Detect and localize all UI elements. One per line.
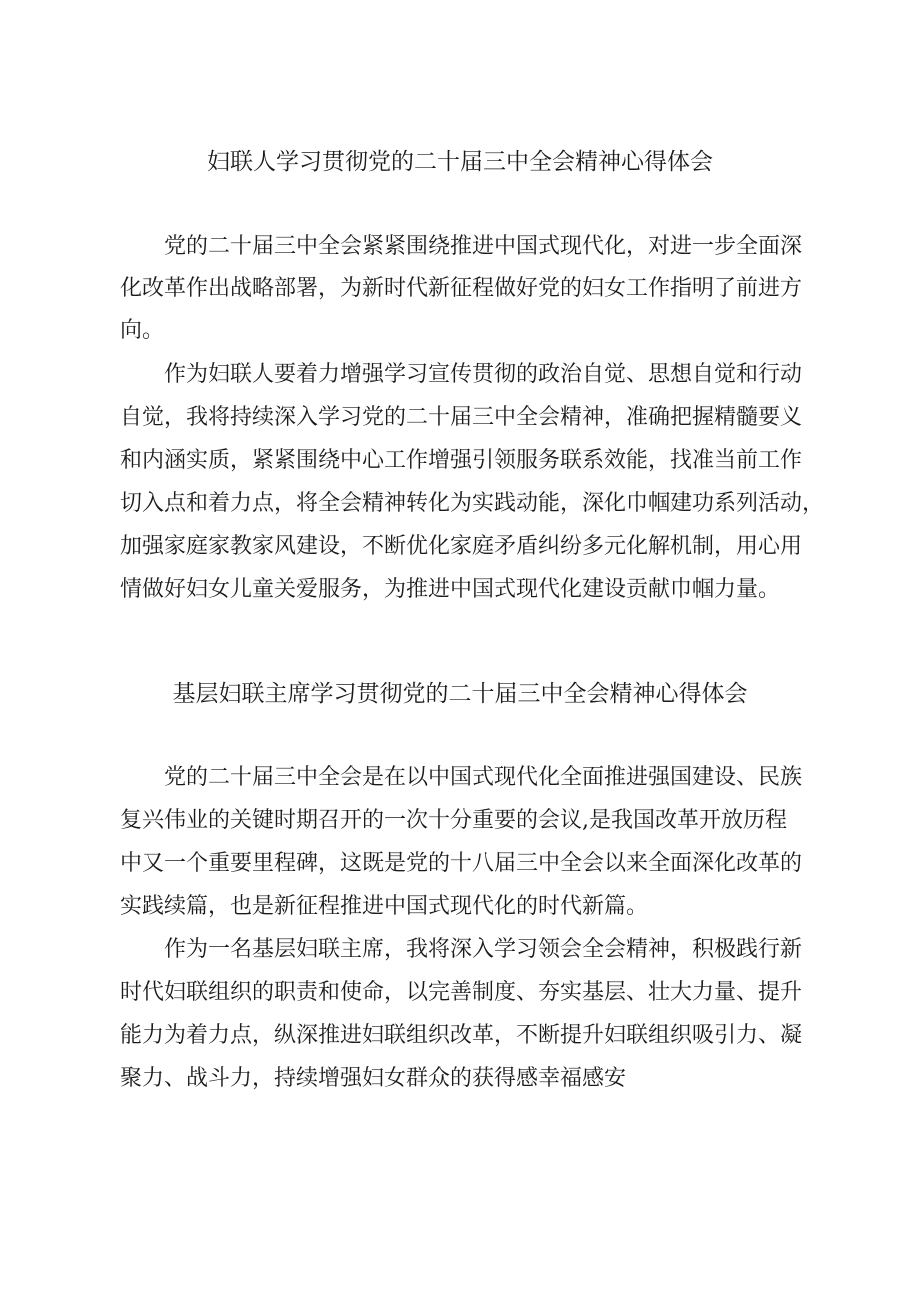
article-1-para-2-line-4: 切入点和着力点，将全会精神转化为实践动能，深化巾帼建功系列活动， bbox=[120, 491, 825, 516]
article-1-title: 妇联人学习贯彻党的二十届三中全会精神心得体会 bbox=[207, 149, 713, 175]
article-1-para-2-line-3: 和内涵实质，紧紧围绕中心工作增强引领服务联系效能，找准当前工作 bbox=[120, 448, 803, 473]
article-1-para-1-line-3: 向。 bbox=[120, 318, 165, 343]
article-2-para-1-line-4: 实践续篇，也是新征程推进中国式现代化的时代新篇。 bbox=[120, 894, 649, 919]
article-2-para-2-line-4: 聚力、战斗力，持续增强妇女群众的获得感幸福感安 bbox=[120, 1066, 627, 1091]
article-1-para-2-line-6: 情做好妇女儿童关爱服务，为推进中国式现代化建设贡献巾帼力量。 bbox=[120, 577, 781, 602]
article-2-para-2-line-2: 时代妇联组织的职责和使命，以完善制度、夯实基层、壮大力量、提升 bbox=[120, 980, 803, 1005]
article-1-para-2-line-1: 作为妇联人要着力增强学习宣传贯彻的政治自觉、思想自觉和行动 bbox=[164, 362, 803, 387]
article-1-para-2-line-2: 自觉，我将持续深入学习党的二十届三中全会精神，准确把握精髓要义 bbox=[120, 405, 803, 430]
article-1-para-1-line-2: 化改革作出战略部署，为新时代新征程做好党的妇女工作指明了前进方 bbox=[120, 276, 803, 301]
article-2-para-1-line-1: 党的二十届三中全会是在以中国式现代化全面推进强国建设、民族 bbox=[164, 765, 803, 790]
article-1-para-1-line-1: 党的二十届三中全会紧紧围绕推进中国式现代化，对进一步全面深 bbox=[164, 234, 803, 259]
article-2-para-2-line-1: 作为一名基层妇联主席，我将深入学习领会全会精神，积极践行新 bbox=[164, 937, 803, 962]
article-2-para-1-line-3: 中又一个重要里程碑，这既是党的十八届三中全会以来全面深化改革的 bbox=[120, 851, 803, 876]
article-1-para-2-line-5: 加强家庭家教家风建设，不断优化家庭矛盾纠纷多元化解机制，用心用 bbox=[120, 534, 803, 559]
article-2-para-1-line-2: 复兴伟业的关键时期召开的一次十分重要的会议,是我国改革开放历程 bbox=[120, 808, 787, 833]
article-2-para-2-line-3: 能力为着力点，纵深推进妇联组织改革，不断提升妇联组织吸引力、凝 bbox=[120, 1023, 803, 1048]
article-2-title: 基层妇联主席学习贯彻党的二十届三中全会精神心得体会 bbox=[172, 681, 748, 707]
